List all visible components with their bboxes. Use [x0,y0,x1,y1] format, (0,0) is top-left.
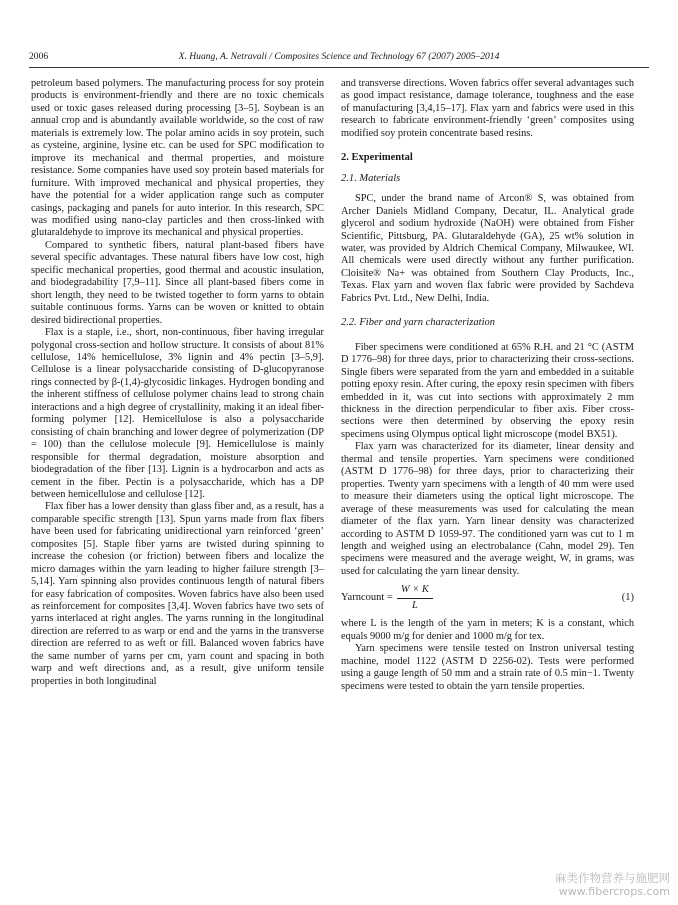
watermark-title: 麻类作物营养与施肥网 [555,871,670,885]
equation-yarncount [341,580,634,616]
tensile-test-paragraph: Yarn specimens were tensile tested on Instron universal testing machine, model 1122 (ASTM D 2256-02). Tests were performed using a gauge length of 50 mm and a strain rate of 0.5 min−1. Twenty specimens were tested to obtain the yarn tensile properties. [341,643,634,692]
page-number: 2006 [29,51,49,62]
left-paragraph-2: Compared to synthetic fibers, natural plant-based fibers have several specific advantages. These natural fibers have low cost, high specific mechanical properties, good thermal and acoustic insulation, and biodegradability [7,9–11]. Since all plant-based fibers come in short length, they need to be twisted together to form yarns to obtain suitable continuous forms. Yarns can be woven or knitted to obtain desired bidirectional properties. [31,239,324,326]
running-head: X. Huang, A. Netravali / Composites Science and Technology 67 (2007) 2005–2014 [178,51,500,62]
subsection-heading-materials: 2.1. Materials [341,172,401,184]
right-paragraph-1: and transverse directions. Woven fabrics offer several advantages such as good impact resistance, damage tolerance, toughness and the ease of manufacturing [3,4,15–17]. Flax yarn and fabrics were used in this research to fabricate environment-friendly ‘green’ composites using modified soy protein concentrate based resins. [341,78,634,139]
left-paragraph-3: Flax is a staple, i.e., short, non-continuous, fiber having irregular polygonal cross-section and hollow structure. It consists of about 81% cellulose, 14% hemicellulose, 3% lignin and 4% pectin [3–5,9]. Cellulose is a linear polysaccharide consisting of D-glucopyranose rings connected by β-(1,4)-glycosidic linkages. Hydrogen bonding and the inherent stiffness of cellulose polymer chains lead to strong chain interactions and a high degree of crystallinity, making it an ideal fiber-forming polymer [12]. Hemicellulose is also a polysaccharide consisting of chain branching and lower degree of polymerization (DP = 100) than the cellulose molecule [9]. Hemicellulose is mainly responsible for thermal degradation, moisture absorption and biodegradation of the fiber [13]. Lignin is a hydrocarbon and acts as cement in the fiber. Pectin is a polysaccharide, which has a DP between hemicellulose and cellulose [12]. [31,327,324,500]
equation-lhs: Yarncount = [341,592,393,604]
yarn-characterization-paragraph: Flax yarn was characterized for its diameter, linear density and thermal and tensile properties. Yarn specimens were conditioned (ASTM D 1776–98) for three days, prior to characterizing their properties. Twenty yarn specimens with a length of 40 mm were used to measure their diameters using the optical light microscope. The average of these measurements was used for calculating the mean diameter of the flax yarn. Yarn linear density was characterized according to ASTM D 1059-97. The conditioned yarn was cut to 1 m length and weighed using an electrobalance (Cahn, model 29). Ten specimens were measured and the average weight, W, in grams, was used for calculating the yarn linear density. [341,441,634,577]
watermark-url: www.fibercrops.com [558,885,670,898]
header-rule [29,67,649,68]
page-header [29,51,649,65]
watermark [555,871,670,899]
equation-explanation: where L is the length of the yarn in meters; K is a constant, which equals 9000 m/g for denier and 1000 m/g for tex. [341,618,634,642]
materials-paragraph: SPC, under the brand name of Arcon® S, was obtained from Archer Daniels Midland Company, Decatur, IL. Analytical grade glycerol and sodium hydroxide (NaOH) were obtained from Fisher Scientific, Pittsburg, PA. Glutaraldehyde (GA), 25 wt% solution in water, was provided by Aldrich Chemical Company, Milwaukee, WI. All chemicals were used directly without any further purification. Cloisite® Na+ was obtained from Southern Clay Products, Inc., Texas. Flax yarn and woven flax fabric were provided by Sachdeva Fabrics Pvt. Ltd., New Delhi, India. [341,193,634,304]
left-column [31,78,324,688]
equation-number: (1) [621,592,634,604]
equation-numerator: W × K [397,584,433,598]
equation-denominator: L [411,599,418,611]
fiber-characterization-paragraph: Fiber specimens were conditioned at 65% R.H. and 21 °C (ASTM D 1776–98) for three days, prior to characterizing their cross-sections. Single fibers were separated from the yarn and embedded in a suitable potting epoxy resin. After curing, the epoxy resin specimen with fibers embedded in it, was cut into sections with approximately 2 mm thickness in the direction perpendicular to fiber axis. Fiber cross-sections were then determined by observing the epoxy resin specimens using Olympus optical light microscope (model BX51). [341,341,634,440]
equation-fraction [397,584,433,612]
right-column [341,78,634,693]
section-heading-experimental: 2. Experimental [341,152,413,164]
left-paragraph-1: petroleum based polymers. The manufacturing process for soy protein products is environment-friendly and there are no toxic chemicals used or toxic gases released during processing [3–5]. Soybean is an annual crop and is abundantly available worldwide, so the cost of raw materials is extremely low. The polar amino acids in soy protein, such as cysteine, arginine, lysine etc. can be used for SPC modification to improve its mechanical and thermal properties, and moisture resistance. Some companies have used soy protein based materials for furniture. With improved mechanical and physical properties, they have the potential for a wider application range such as computer casings, packaging and panels for auto interior. In this research, SPC was modified using nano-clay particles and then cross-linked with glutaraldehyde to improve its mechanical and physical properties. [31,78,324,239]
subsection-heading-fiber-yarn: 2.2. Fiber and yarn characterization [341,317,495,329]
left-paragraph-4: Flax fiber has a lower density than glass fiber and, as a result, has a comparable specific strength [13]. Spun yarns made from flax fibers have been used for fabricating unidirectional yarn reinforced ‘green’ composites [5]. Staple fiber yarns are twisted during spinning to increase the cohesion (or friction) between fibers and localize the micro damages within the yarn leading to higher failure strength [3–5,14]. Yarn spinning also provides continuous length of natural fibers for easy fabrication of composites. Woven fabrics have also been used as reinforcement for composites [3,4]. Woven fabrics have two sets of yarns interlaced at right angles. The yarns running in the longitudinal direction are referred to as warp or end and the yarns in the transverse direction are referred to as weft or fill. Balanced woven fabrics have the same number of yarns per cm, yarn count and spacing in both warp and weft directions and, as a result, give uniform tensile properties in both longitudinal [31,501,324,687]
